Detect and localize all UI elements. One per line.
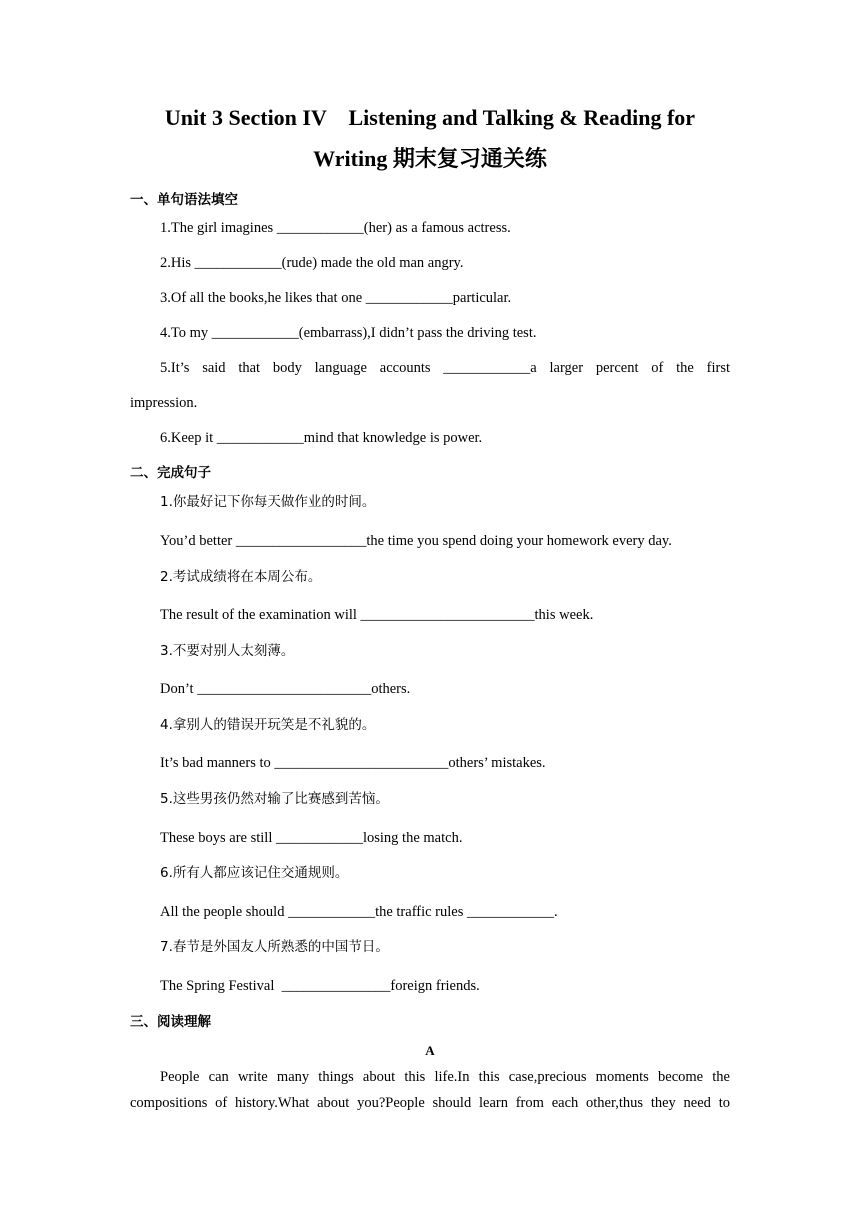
passage-line-1: People can write many things about this life.In this case,precious moments become the bbox=[160, 1069, 730, 1085]
question-1-3: 3.Of all the books,he likes that one ____________particular. bbox=[160, 290, 512, 306]
question-2-6-english: All the people should ____________the traffic rules ____________. bbox=[160, 904, 558, 920]
section-heading-grammar: 一、单句语法填空 bbox=[130, 192, 238, 208]
question-2-4-english: It’s bad manners to ________________________others’ mistakes. bbox=[160, 755, 546, 771]
question-1-5-continued: impression. bbox=[130, 395, 198, 411]
question-2-2-chinese: 2.考试成绩将在本周公布。 bbox=[160, 569, 322, 585]
passage-label: A bbox=[425, 1043, 435, 1058]
page-title-line-2: Writing 期末复习通关练 bbox=[313, 146, 547, 171]
question-2-6-chinese: 6.所有人都应该记住交通规则。 bbox=[160, 865, 349, 881]
question-2-5-english: These boys are still ____________losing the match. bbox=[160, 830, 463, 846]
question-2-4-chinese: 4.拿别人的错误开玩笑是不礼貌的。 bbox=[160, 717, 376, 733]
question-2-1-english: You’d better __________________the time you spend doing your homework every day. bbox=[160, 533, 672, 549]
question-2-2-english: The result of the examination will ________________________this week. bbox=[160, 607, 594, 623]
question-2-3-chinese: 3.不要对别人太刻薄。 bbox=[160, 643, 295, 659]
question-1-6: 6.Keep it ____________mind that knowledge is power. bbox=[160, 430, 483, 446]
question-2-7-chinese: 7.春节是外国友人所熟悉的中国节日。 bbox=[160, 939, 389, 955]
section-heading-reading: 三、阅读理解 bbox=[130, 1014, 211, 1030]
question-1-4: 4.To my ____________(embarrass),I didn’t pass the driving test. bbox=[160, 325, 537, 341]
section-heading-sentences: 二、完成句子 bbox=[130, 465, 211, 481]
question-1-5: 5.It’s said that body language accounts ____________a larger percent of the first bbox=[160, 360, 730, 376]
page-title-line-1: Unit 3 Section IV Listening and Talking & Reading for bbox=[164, 105, 696, 130]
question-1-2: 2.His ____________(rude) made the old man angry. bbox=[160, 255, 464, 271]
passage-line-2: compositions of history.What about you?People should learn from each other,thus they need to bbox=[130, 1095, 730, 1111]
question-2-7-english: The Spring Festival _______________foreign friends. bbox=[160, 978, 480, 994]
question-2-1-chinese: 1.你最好记下你每天做作业的时间。 bbox=[160, 494, 376, 510]
question-2-3-english: Don’t ________________________others. bbox=[160, 681, 411, 697]
question-1-1: 1.The girl imagines ____________(her) as a famous actress. bbox=[160, 220, 511, 236]
question-2-5-chinese: 5.这些男孩仍然对输了比赛感到苦恼。 bbox=[160, 791, 389, 807]
